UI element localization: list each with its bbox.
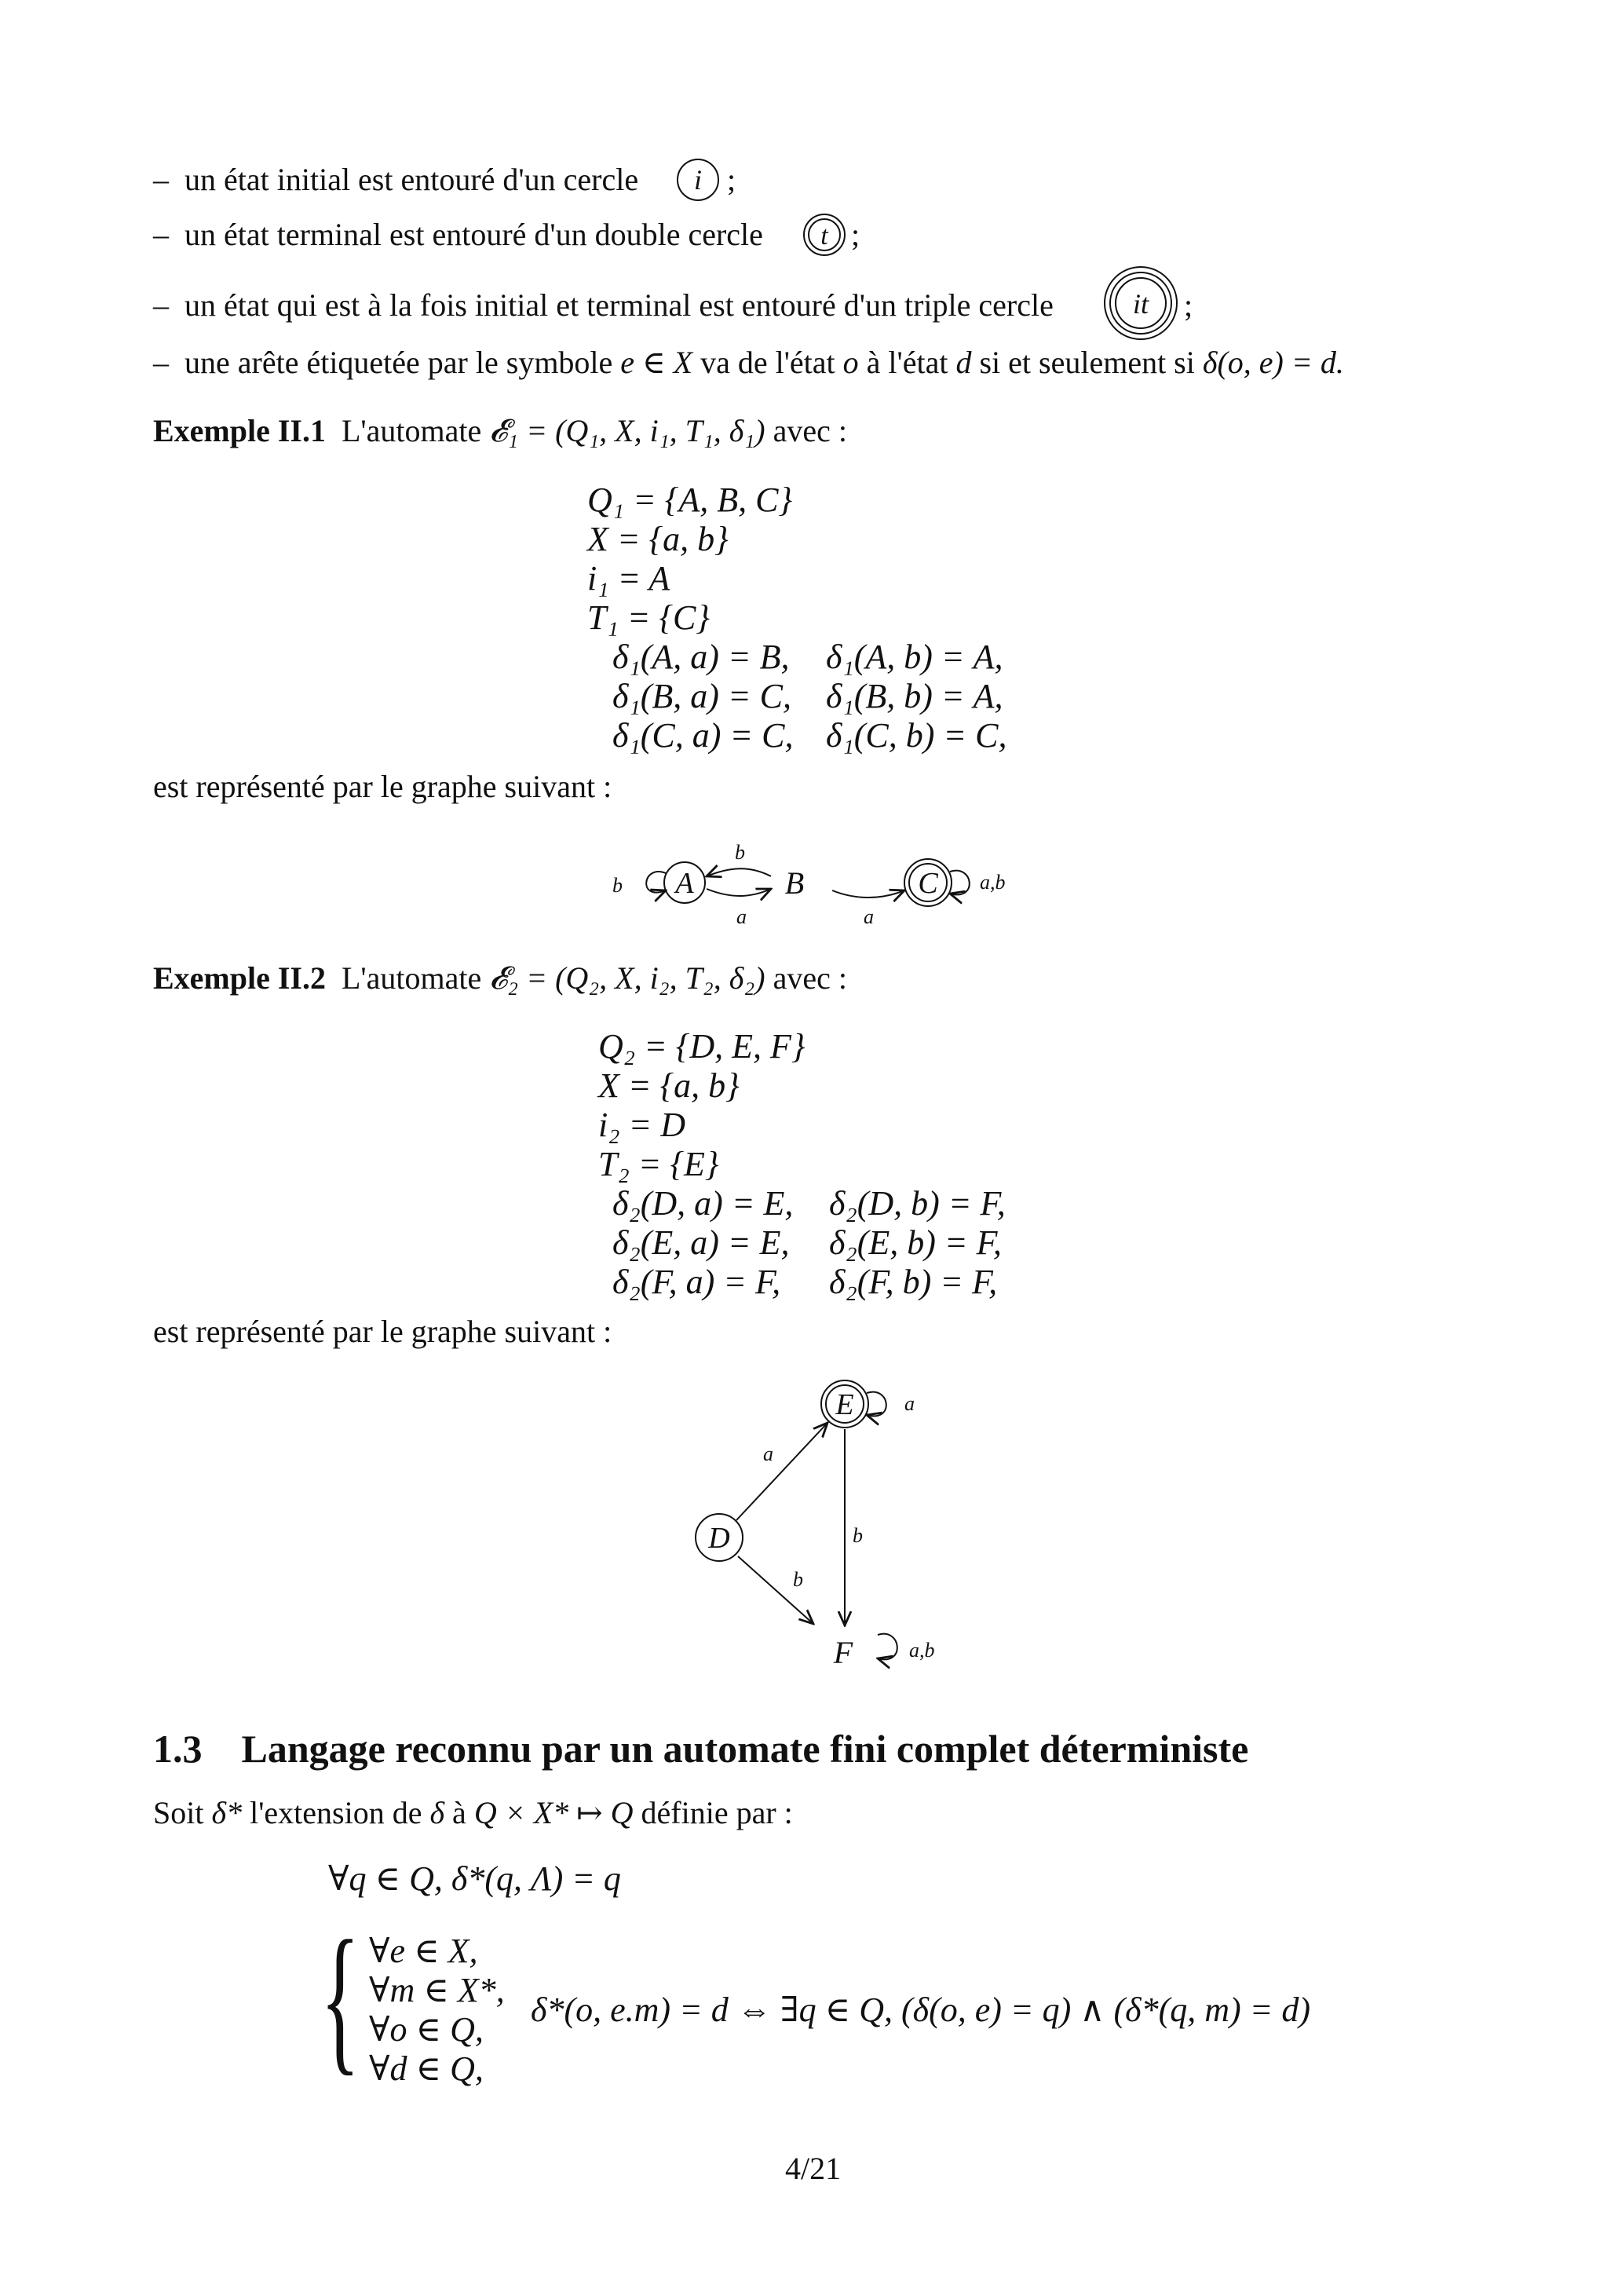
edge-label-D-F: b <box>793 1568 803 1591</box>
example-2-intro-math: 𝓔₂ = (Q₂, X, i₂, T₂, δ₂) <box>489 960 765 996</box>
case-3: ∀o ∈ Q, <box>369 2010 484 2049</box>
bullet-1-end: ; <box>727 162 736 197</box>
bullet-4-text-d: si et seulement si <box>979 345 1195 380</box>
example-1-intro-b: avec : <box>773 413 847 448</box>
example-1-delta-2a: δ₁(B, a) = C, <box>612 677 791 715</box>
case-1: ∀e ∈ X, <box>369 1932 478 1970</box>
example-2-outro: est représenté par le graphe suivant : <box>153 1314 612 1349</box>
edge-label-E-loop: a <box>904 1392 915 1415</box>
bullet-3-end: ; <box>1184 287 1193 323</box>
example-2-line-x: X = {a, b} <box>598 1066 740 1105</box>
section-eq-2: δ*(o, e.m) = d ⇔ ∃q ∈ Q, (δ(o, e) = q) ∧ (δ*(q, m) = d) <box>531 1991 1310 2029</box>
symbol-t: t <box>820 221 828 250</box>
example-1-delta-3b: δ₁(C, b) = C, <box>826 716 1007 755</box>
symbol-i: i <box>693 164 703 196</box>
example-2-line-i: i₂ = D <box>598 1106 685 1144</box>
edge-label-B-C: a <box>864 905 874 928</box>
edge-label-D-E: a <box>763 1442 773 1465</box>
state-F-label: F <box>833 1635 853 1670</box>
bullet-4-math-b: o <box>842 345 859 380</box>
example-1-intro-a: L'automate <box>342 413 482 448</box>
edge-label-F-loop: a,b <box>909 1639 935 1662</box>
automaton-graph-2 <box>675 1366 958 1680</box>
edge-F-loop <box>878 1634 897 1660</box>
initial-terminal-triple-circle-icon <box>1101 264 1180 342</box>
edge-label-E-F: b <box>853 1524 863 1547</box>
example-2-intro-a: L'automate <box>342 960 482 996</box>
edge-C-loop <box>950 871 970 895</box>
symbol-it: it <box>1132 288 1149 320</box>
bullet-4-math-a: e ∈ X <box>620 345 693 380</box>
edge-label-A-B: a <box>736 905 747 928</box>
section-intro-b: l'extension de <box>250 1795 422 1830</box>
example-1-line-x: X = {a, b} <box>587 520 729 558</box>
bullet-4-text-c: à l'état <box>866 345 948 380</box>
section-title: Langage reconnu par un automate fini complet déterministe <box>241 1727 1249 1771</box>
bullet-4: – une arête étiquetée par le symbole e ∈ X va de l'état o à l'état d si et seulement si δ(o, e) = d. <box>153 345 1344 380</box>
page-number: 4/21 <box>785 2151 842 2186</box>
example-1-delta-3a: δ₁(C, a) = C, <box>612 716 794 755</box>
cases-brace: { <box>320 1907 360 2089</box>
edge-label-A-loop: b <box>612 874 623 897</box>
example-2-delta-1a: δ₂(D, a) = E, <box>612 1184 794 1223</box>
example-1-outro: est représenté par le graphe suivant : <box>153 769 612 804</box>
bullet-2-text: un état terminal est entouré d'un double cercle <box>184 217 763 252</box>
state-B-label: B <box>784 865 805 901</box>
section-intro-m3: Q × X* ↦ Q <box>473 1795 634 1830</box>
example-1-label: Exemple II.1 <box>153 413 326 448</box>
example-2-line-t: T₂ = {E} <box>598 1145 719 1183</box>
example-1-intro-math: 𝓔₁ = (Q₁, X, i₁, T₁, δ₁) <box>489 413 765 448</box>
bullet-2: – un état terminal est entouré d'un double cercle <box>153 217 763 252</box>
section-intro-d: définie par : <box>641 1795 793 1830</box>
edge-B-A <box>707 868 771 876</box>
example-2-line-q: Q₂ = {D, E, F} <box>598 1027 806 1066</box>
edge-label-C-loop: a,b <box>980 871 1006 894</box>
example-2-delta-2b: δ₂(E, b) = F, <box>829 1223 1002 1262</box>
section-intro-m1: δ* <box>211 1795 243 1830</box>
example-1-line-i: i₁ = A <box>587 559 670 598</box>
example-2-intro-b: avec : <box>773 960 847 996</box>
example-2-delta-1b: δ₂(D, b) = F, <box>829 1184 1006 1223</box>
example-1-line-q: Q₁ = {A, B, C} <box>587 481 793 519</box>
edge-B-C <box>832 890 904 898</box>
example-2-intro <box>153 960 847 997</box>
section-intro <box>153 1794 793 1832</box>
edge-A-loop <box>646 872 666 893</box>
example-2-delta-3b: δ₂(F, b) = F, <box>829 1263 998 1301</box>
section-intro-m2: δ <box>429 1795 445 1830</box>
initial-state-circle-icon <box>670 158 725 202</box>
edge-D-E <box>736 1423 827 1520</box>
bullet-4-text-b: va de l'état <box>700 345 835 380</box>
section-heading <box>153 1726 1248 1771</box>
example-1-delta-1a: δ₁(A, a) = B, <box>612 638 790 676</box>
state-E-label: E <box>835 1388 854 1421</box>
example-2-delta-2a: δ₂(E, a) = E, <box>612 1223 790 1262</box>
edge-E-loop <box>867 1392 886 1417</box>
state-A-label: A <box>675 867 694 900</box>
bullet-1: – un état initial est entouré d'un cercle <box>153 162 639 197</box>
section-eq-1: ∀q ∈ Q, δ*(q, Λ) = q <box>328 1859 621 1898</box>
state-D-label: D <box>708 1522 730 1555</box>
section-number: 1.3 <box>153 1727 203 1771</box>
terminal-state-double-circle-icon <box>799 212 849 258</box>
edge-label-B-A: b <box>735 841 745 864</box>
example-1-line-t: T₁ = {C} <box>587 598 710 637</box>
example-2-delta-3a: δ₂(F, a) = F, <box>612 1263 781 1301</box>
example-1-delta-2b: δ₁(B, b) = A, <box>826 677 1003 715</box>
case-4: ∀d ∈ Q, <box>369 2049 484 2088</box>
bullet-4-math-c: d <box>955 345 972 380</box>
section-intro-a: Soit <box>153 1795 204 1830</box>
automaton-graph-1 <box>597 832 1036 934</box>
bullet-2-end: ; <box>851 217 860 252</box>
example-1-intro <box>153 412 847 450</box>
bullet-4-math-d: δ(o, e) = d. <box>1202 345 1344 380</box>
state-C-label: C <box>918 867 938 900</box>
bullet-3-text: un état qui est à la fois initial et terminal est entouré d'un triple cercle <box>184 287 1054 323</box>
bullet-3: – un état qui est à la fois initial et terminal est entouré d'un triple cercle <box>153 287 1054 323</box>
bullet-4-text-a: une arête étiquetée par le symbole <box>184 345 613 380</box>
bullet-1-text: un état initial est entouré d'un cercle <box>184 162 639 197</box>
example-2-label: Exemple II.2 <box>153 960 326 996</box>
section-intro-c: à <box>452 1795 466 1830</box>
case-2: ∀m ∈ X*, <box>369 1971 505 2009</box>
example-1-delta-1b: δ₁(A, b) = A, <box>826 638 1003 676</box>
edge-A-B <box>707 889 771 896</box>
